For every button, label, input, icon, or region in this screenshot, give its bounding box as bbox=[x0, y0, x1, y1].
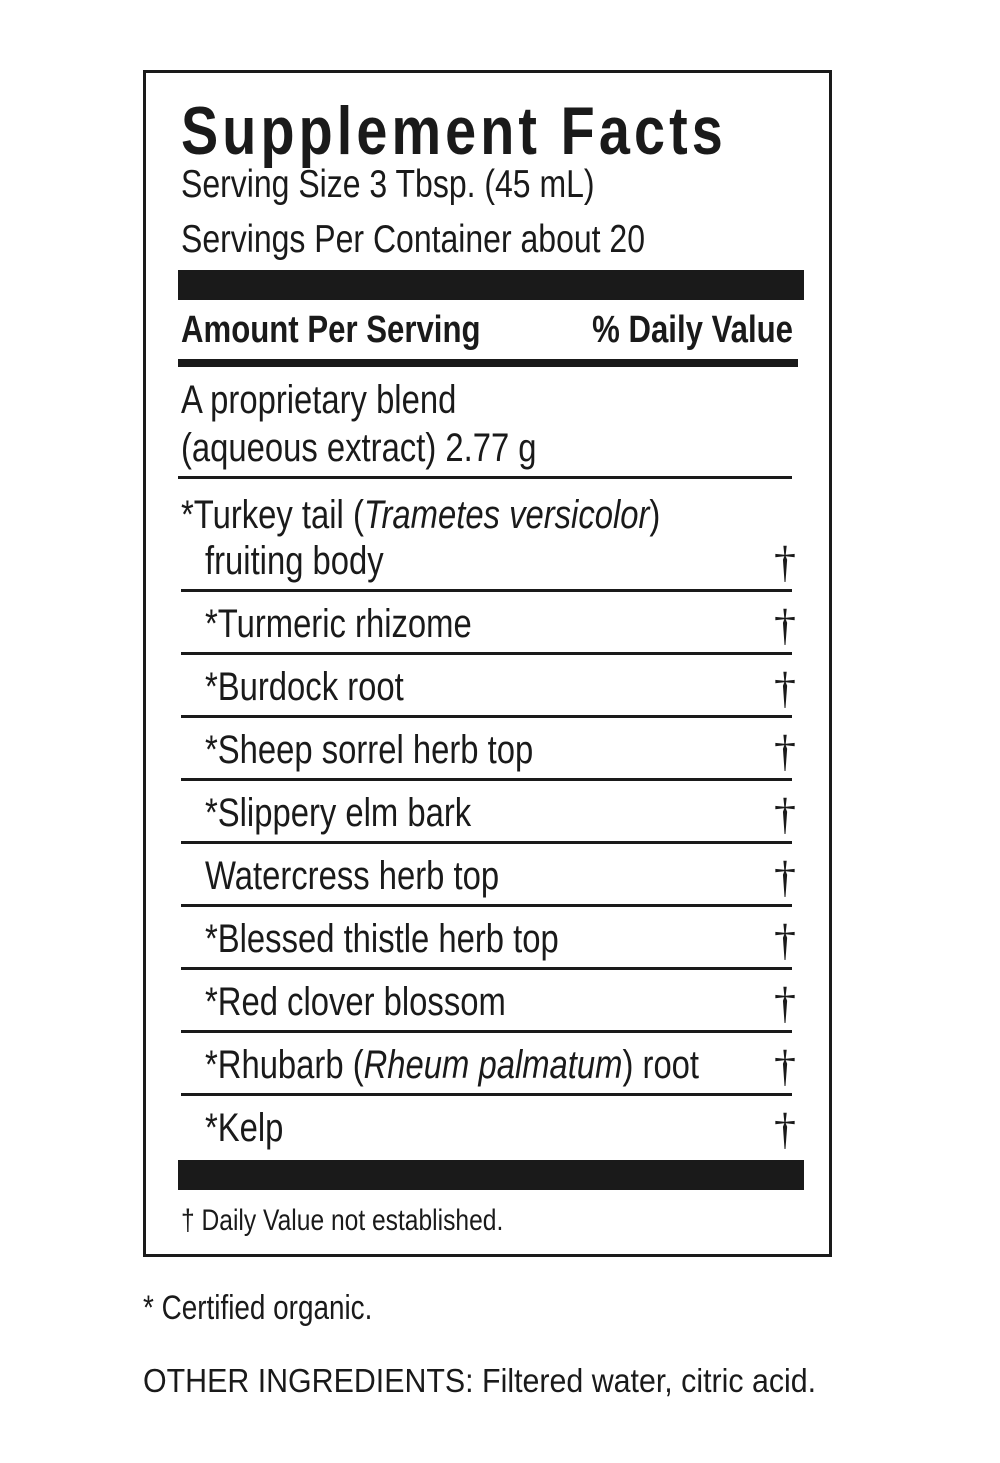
ingredient-row-kelp bbox=[181, 1096, 796, 1159]
ingredient-name: Watercress herb top bbox=[205, 854, 500, 898]
dagger-mark: † bbox=[774, 727, 796, 776]
ingredient-row-slippery-elm bbox=[181, 781, 796, 844]
dagger-mark: † bbox=[774, 601, 796, 650]
dagger-mark: † bbox=[774, 979, 796, 1028]
ingredient-name: *Sheep sorrel herb top bbox=[205, 728, 534, 772]
latin-name: Rheum palmatum bbox=[363, 1043, 623, 1087]
other-ingredients: OTHER INGREDIENTS: Filtered water, citric acid. bbox=[143, 1362, 817, 1399]
daily-value-footnote: † Daily Value not established. bbox=[181, 1204, 504, 1237]
servings-per-container: Servings Per Container about 20 bbox=[181, 218, 645, 261]
supplement-facts-panel bbox=[143, 70, 832, 1257]
ingredient-name: *Burdock root bbox=[205, 665, 404, 709]
daily-value-header: % Daily Value bbox=[592, 309, 793, 351]
dagger-mark: † bbox=[774, 538, 796, 587]
ingredient-name: *Slippery elm bark bbox=[205, 791, 472, 835]
ingredient-row-burdock bbox=[181, 655, 796, 718]
blend-line-1: A proprietary blend bbox=[181, 378, 457, 422]
ingredient-name: *Turmeric rhizome bbox=[205, 602, 472, 646]
ingredient-row-sheep-sorrel bbox=[181, 718, 796, 781]
ingredient-row-rhubarb bbox=[181, 1033, 796, 1096]
dagger-mark: † bbox=[774, 916, 796, 965]
ingredient-row-watercress bbox=[181, 844, 796, 907]
header-divider bbox=[178, 359, 798, 367]
thick-divider-bottom bbox=[178, 1160, 804, 1190]
dagger-mark: † bbox=[774, 790, 796, 839]
ingredient-name: *Blessed thistle herb top bbox=[205, 917, 559, 961]
ingredient-name: *Rhubarb (Rheum palmatum) root bbox=[205, 1043, 700, 1087]
dagger-mark: † bbox=[774, 1042, 796, 1091]
dagger-mark: † bbox=[774, 664, 796, 713]
blend-line-2: (aqueous extract) 2.77 g bbox=[181, 426, 537, 470]
ingredient-row-turkey-tail bbox=[181, 479, 796, 592]
thick-divider-top bbox=[178, 270, 804, 300]
ingredient-name: *Kelp bbox=[205, 1106, 284, 1150]
latin-name: Trametes versicolor bbox=[363, 493, 650, 537]
ingredient-row-blessed-thistle bbox=[181, 907, 796, 970]
ingredient-name: *Turkey tail (Trametes versicolor) fruiting body bbox=[181, 493, 661, 583]
ingredient-name: *Red clover blossom bbox=[205, 980, 506, 1024]
dagger-mark: † bbox=[774, 853, 796, 902]
proprietary-blend bbox=[181, 376, 615, 472]
ingredient-row-turmeric bbox=[181, 592, 796, 655]
panel-title: Supplement Facts bbox=[181, 93, 727, 169]
amount-per-serving-header: Amount Per Serving bbox=[181, 309, 481, 351]
ingredient-row-red-clover bbox=[181, 970, 796, 1033]
certified-organic-note: * Certified organic. bbox=[143, 1289, 373, 1327]
serving-size: Serving Size 3 Tbsp. (45 mL) bbox=[181, 163, 595, 206]
dagger-mark: † bbox=[774, 1105, 796, 1154]
